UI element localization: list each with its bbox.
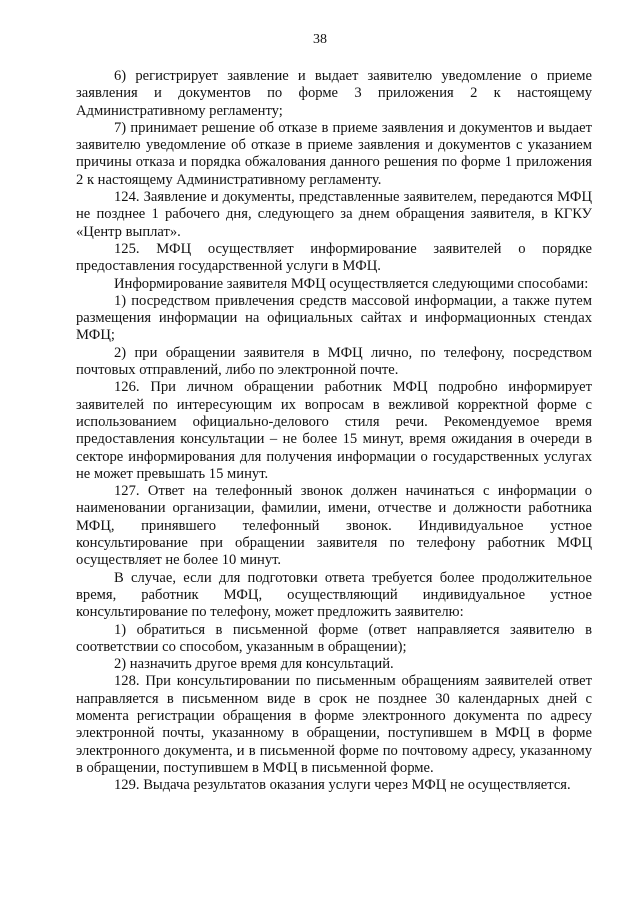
paragraph-item-6: 6) регистрирует заявление и выдает заявителю уведомление о приеме заявления и документов по форме 3 приложения 2 к настоящему Административному регламенту; [76, 68, 592, 119]
paragraph-item-7: 7) принимает решение об отказе в приеме заявления и документов и выдает заявителю уведомление об отказе в приеме заявления и документов с указанием причины отказа и порядка обжалования данного решения по форме 1 приложения 2 к настоящему Административному регламенту. [76, 119, 592, 188]
paragraph-125-method-2: 2) при обращении заявителя в МФЦ лично, по телефону, посредством почтовых отправлений, либо по электронной почте. [76, 344, 592, 379]
paragraph-124: 124. Заявление и документы, представленные заявителем, передаются МФЦ не позднее 1 рабочего дня, следующего за днем обращения заявителя, в КГКУ «Центр выплат». [76, 189, 592, 240]
paragraph-125-methods: Информирование заявителя МФЦ осуществляется следующими способами: [114, 275, 589, 292]
paragraph-126: 126. При личном обращении работник МФЦ подробно информирует заявителей по интересующим их вопросам в вежливой корректной форме с использованием официально-делового стиля речи. Рекомендуемое время предоставления консультации – не более 15 минут, время ожидания в очереди в секторе информирования для получения информации о государственных услугах не может превышать 15 минут. [76, 379, 592, 482]
paragraph-127-extended: В случае, если для подготовки ответа требуется более продолжительное время, работник МФЦ, осуществляющий индивидуальное устное консультирование по телефону, может предложить заявителю: [76, 569, 592, 621]
paragraph-127-option-1: 1) обратиться в письменной форме (ответ направляется заявителю в соответствии со способом, указанным в обращении); [76, 621, 592, 655]
paragraph-129: 129. Выдача результатов оказания услуги через МФЦ не осуществляется. [114, 777, 571, 794]
page-number: 38 [313, 32, 327, 47]
paragraph-127: 127. Ответ на телефонный звонок должен начинаться с информации о наименовании организации, фамилии, имени, отчестве и должности работника МФЦ, принявшего телефонный звонок. Индивидуальное устное консультирование при обращении заявителя по телефону работник МФЦ осуществляет не более 10 минут. [76, 483, 592, 569]
paragraph-125-method-1: 1) посредством привлечения средств массовой информации, а также путем размещения информации на официальных сайтах и информационных стендах МФЦ; [76, 292, 592, 344]
document-body [76, 68, 592, 794]
paragraph-125: 125. МФЦ осуществляет информирование заявителей о порядке предоставления государственной услуги в МФЦ. [76, 240, 592, 275]
paragraph-128: 128. При консультировании по письменным обращениям заявителей ответ направляется в письменном виде в срок не позднее 30 календарных дней с момента регистрации обращения в форме электронного документа по адресу электронной почты, указанному в обращении, поступившем в МФЦ в форме электронного документа, и в письменной форме по почтовому адресу, указанному в обращении, поступившем в МФЦ в письменной форме. [76, 673, 592, 776]
paragraph-127-option-2: 2) назначить другое время для консультаций. [114, 656, 394, 673]
